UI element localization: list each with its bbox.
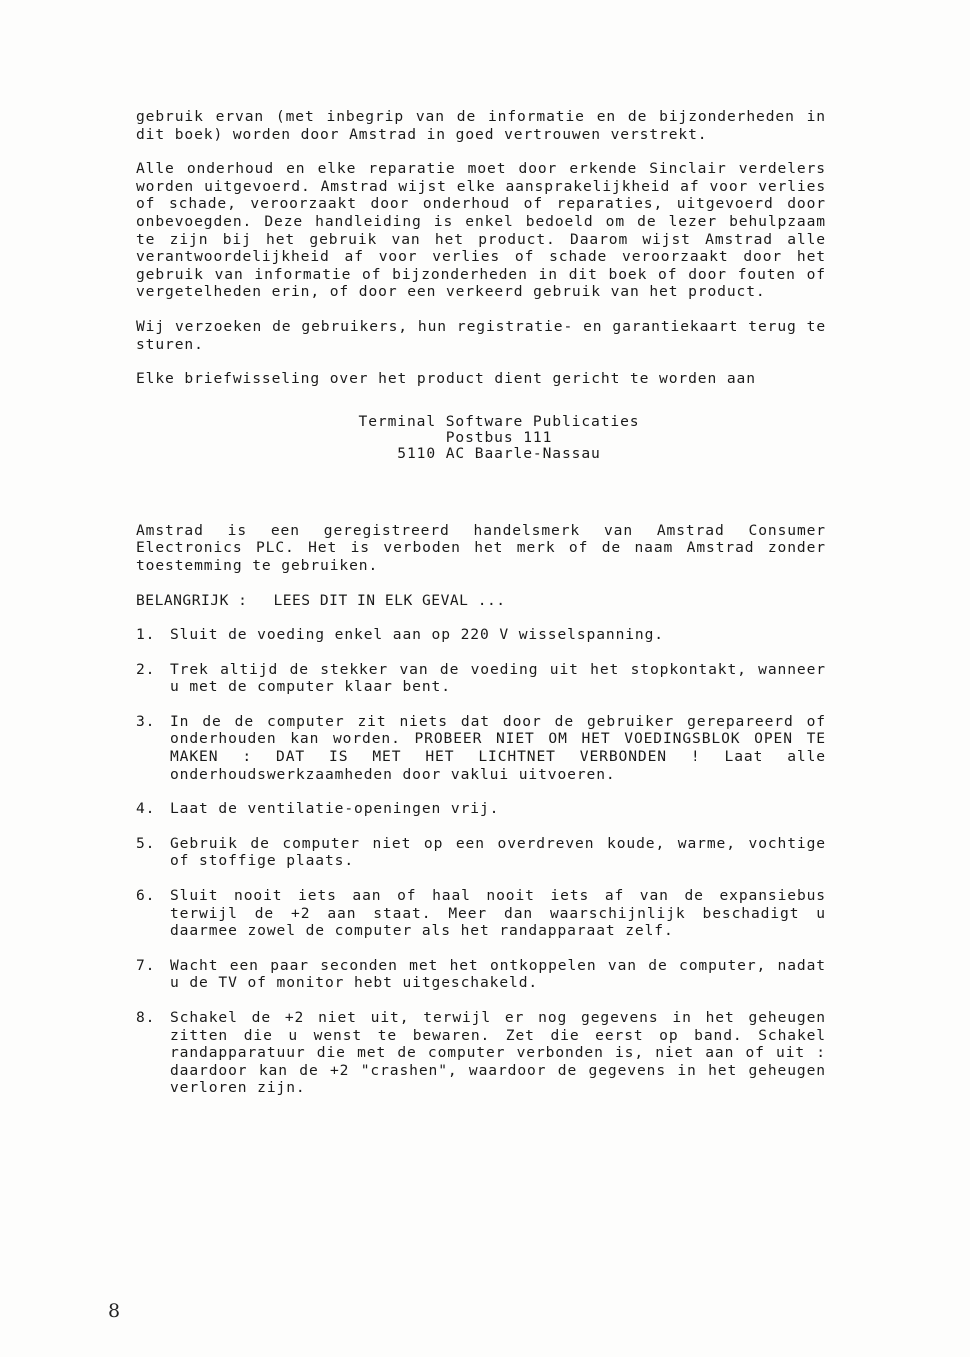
paragraph-disclaimer-continued: gebruik ervan (met inbegrip van de informatie en de bijzonderheden in dit boek) worden door Amstrad in goed vertrouwen verstrekt. — [136, 108, 826, 143]
list-item-number: 7. — [136, 956, 156, 974]
list-item — [136, 800, 826, 818]
address-company: Terminal Software Publicaties — [358, 412, 640, 430]
important-text: LEES DIT IN ELK GEVAL ... — [273, 591, 506, 609]
list-item-number: 8. — [136, 1009, 156, 1026]
list-item-text: Schakel de +2 niet uit, terwijl er nog gegevens in het geheugen zitten die u wenst te bewaren. Zet die eerst op band. Schakel randapparatuur die met de computer verbonden is, niet aan of uit : daardoor kan de +2 "crashen", waardoor de gegevens in het geheugen verloren zijn. — [170, 1009, 826, 1097]
list-item-text: Sluit de voeding enkel aan op 220 V wisselspanning. — [170, 626, 664, 644]
list-item-text: Gebruik de computer niet op een overdreven koude, warme, vochtige of stoffige plaats. — [170, 834, 826, 870]
list-item — [136, 626, 826, 644]
paragraph-registration: Wij verzoeken de gebruikers, hun registratie- en garantiekaart terug te sturen. — [136, 317, 826, 353]
paragraph-maintenance: Alle onderhoud en elke reparatie moet door erkende Sinclair verdelers worden uitgevoerd. Amstrad wijst elke aansprakelijkheid af voor verlies of schade, veroorzaakt door onderhoud of reparaties, uitgevoerd door onbevoegden. Deze handleiding is enkel bedoeld om de lezer behulpzaam te zijn bij het gebruik van het product. Daarom wijst Amstrad alle verantwoordelijkheid af voor verlies of schade veroorzaakt door het gebruik van informatie of bijzonderheden in dit boek of door fouten of vergetelheden erin, of door een verkeerd gebruik van het product. — [136, 160, 826, 301]
list-item — [136, 887, 826, 940]
important-label: BELANGRIJK : — [136, 591, 248, 609]
list-item — [136, 713, 826, 783]
page-content — [136, 108, 826, 1114]
list-item-text: Laat de ventilatie-openingen vrij. — [170, 800, 500, 818]
list-item-number: 2. — [136, 660, 156, 678]
list-item — [136, 661, 826, 696]
list-item-text: In de de computer zit niets dat door de gebruiker gerepareerd of onderhouden kan worden. PROBEER NIET OM HET VOEDINGSBLOK OPEN TE MAKEN : DAT IS MET HET LICHTNET VERBONDEN ! Laat alle onderhoudswerkzaamheden door vaklui uitvoeren. — [170, 712, 826, 783]
page-number: 8 — [108, 1300, 121, 1322]
paragraph-trademark: Amstrad is een geregistreerd handelsmerk van Amstrad Consumer Electronics PLC. Het is verboden het merk of de naam Amstrad zonder toestemming te gebruiken. — [136, 521, 826, 574]
paragraph-correspondence: Elke briefwisseling over het product dient gericht te worden aan — [136, 370, 756, 388]
list-item-text: Wacht een paar seconden met het ontkoppelen van de computer, nadat u de TV of monitor hebt uitgeschakeld. — [170, 956, 826, 992]
important-heading — [136, 592, 826, 610]
list-item-number: 5. — [136, 834, 156, 852]
list-item — [136, 835, 826, 870]
list-item-number: 1. — [136, 626, 156, 644]
postal-address — [136, 414, 826, 462]
list-item — [136, 957, 826, 992]
list-item-text: Trek altijd de stekker van de voeding uit het stopkontakt, wanneer u met de computer klaar bent. — [170, 660, 826, 696]
address-city: 5110 AC Baarle-Nassau — [397, 444, 601, 462]
list-item-number: 4. — [136, 800, 156, 818]
safety-rules-list — [136, 626, 826, 1097]
list-item-number: 6. — [136, 887, 156, 905]
list-item-text: Sluit nooit iets aan of haal nooit iets af van de expansiebus terwijl de +2 aan staat. Meer dan waarschijnlijk beschadigt u daarmee zowel de computer als het randapparaat zelf. — [170, 887, 826, 940]
list-item-number: 3. — [136, 712, 156, 730]
address-postbox: Postbus 111 — [445, 428, 553, 446]
list-item — [136, 1009, 826, 1097]
